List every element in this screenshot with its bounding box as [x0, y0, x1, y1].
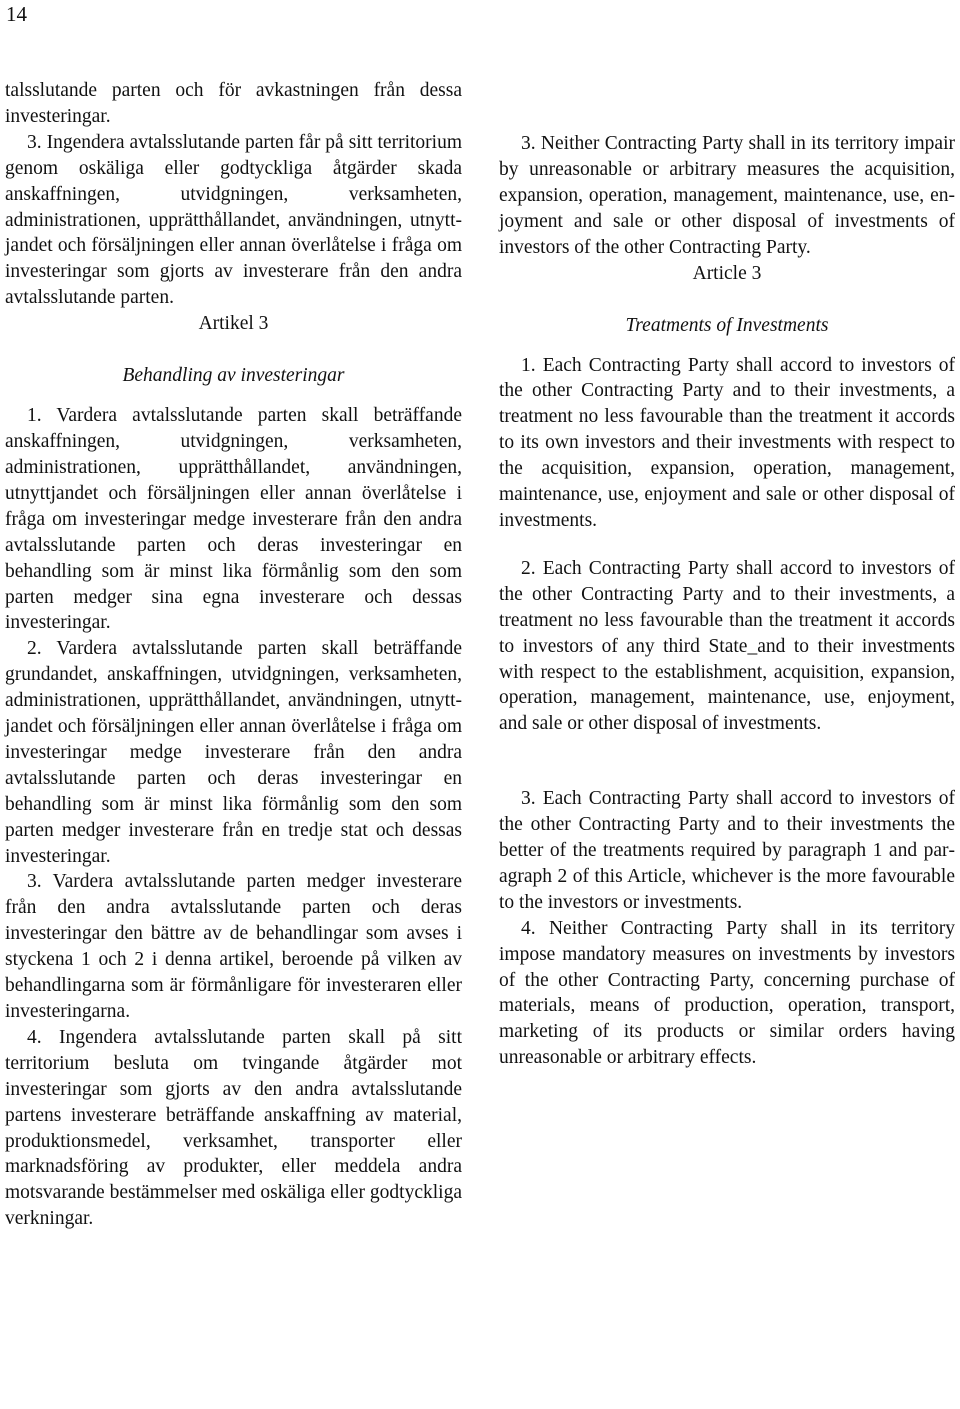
english-article-2-paragraph-3: 3. Neither Contracting Party shall in its territory impair by unreasonable or arbitrary measures the acquisition, expansion, operation, management, maintenance, use, enjoyment and sale or other disposal of investments of investors of the other Contracting Party. [499, 133, 955, 258]
spacer [499, 534, 955, 556]
english-article-title: Article 3 [692, 262, 762, 284]
swedish-article-subtitle: Behandling av investeringar [122, 365, 345, 387]
swedish-intro-continuation: talsslutande parten och för avkastningen från dessa investeringar. [5, 80, 462, 127]
english-article-subtitle: Treatments of Investments [625, 314, 829, 336]
english-column [499, 131, 955, 1071]
english-paragraph-3: 3. Each Contracting Party shall accord to investors of the other Contracting Party and to their investments the better of the treatments required by paragraph 1 and paragraph 2 of this Article, whichever is the more favourable to the investors or investments. [499, 788, 955, 913]
swedish-article-title: Artikel 3 [198, 313, 269, 335]
swedish-article-2-paragraph-3: 3. Ingendera avtalsslutande parten får på sitt territorium genom oskäliga eller godtyckliga åtgärder skada anskaffningen, utvidgningen, verksamheten, administrationen, upprätthållandet, användningen, utnyttjandet och försäljningen eller annan överlåtelse i fråga om investeringar som gjorts av investerare från den andra avtalsslutande parten. [5, 131, 462, 309]
swedish-paragraph-2: 2. Vardera avtalsslutande parten skall beträffande grundandet, anskaffningen, utvidgningen, verksamheten, administrationen, upprätthållandet, användningen, utnyttjandet och försäljningen eller annan överlåtelse i fråga om investeringar medge investerare från den andra avtalsslutande parten och deras investeringar en behandling som är minst lika förmånlig som den som parten medger investerare från en tredje stat och dessas investeringar. [5, 638, 462, 867]
english-paragraph-1: 1. Each Contracting Party shall accord to investors of the other Contracting Party and to their investments, a treatment no less favourable than the treatment it accords to its own investors and their investments with respect to the acquisition, expansion, operation, management, maintenance, use, enjoyment and sale or other disposal of investments. [499, 354, 955, 531]
swedish-paragraph-3: 3. Vardera avtalsslutande parten medger investerare från den andra avtalsslutande parten och deras investeringar den bättre av de behandlingar som avses i styckena 1 och 2 i denna artikel, beroende på vilken av behandlingarna som är förmånligare för investeraren eller investeringarna. [5, 871, 462, 1022]
swedish-paragraph-4: 4. Ingendera avtalsslutande parten skall på sitt territorium besluta om tvingande åtgärder mot investeringar som gjorts av den andra avtalsslutande partens investerare beträffande anskaffning av material, produktionsmedel, verksamhet, transporter eller marknadsföring av produkter, eller meddela andra motsvarande bestämmelser med oskäliga eller godtyckliga verkningar. [5, 1026, 462, 1230]
page-number: 14 [6, 2, 27, 26]
swedish-column [5, 78, 462, 1232]
english-paragraph-4: 4. Neither Contracting Party shall in its territory impose mandatory measures on investments by investors of the other Contracting Party, concerning purchase of materials, means of production, operation, transport, marketing of its products or similar orders having unreasonable or arbitrary effects. [499, 917, 955, 1069]
english-paragraph-2: 2. Each Contracting Party shall accord to investors of the other Contracting Party and to their investments, a treatment no less favourable than the treatment it accords to investors of any third State_and to their investments with respect to the establishment, acquisition, expansion, operation, management, maintenance, use, enjoyment, and sale or other disposal of investments. [499, 557, 955, 735]
swedish-paragraph-1: 1. Vardera avtalsslutande parten skall beträffande anskaffningen, utvidgningen, verksamheten, administrationen, upprätthållandet, användningen, utnyttjandet och försäljningen eller annan överlåtelse i fråga om investeringar medge investerare från den andra avtalsslutande parten och deras investeringar en behandling som är minst lika förmånlig som den som parten medger sina egna investerare och dessas investeringar. [5, 405, 462, 634]
spacer [499, 737, 955, 786]
